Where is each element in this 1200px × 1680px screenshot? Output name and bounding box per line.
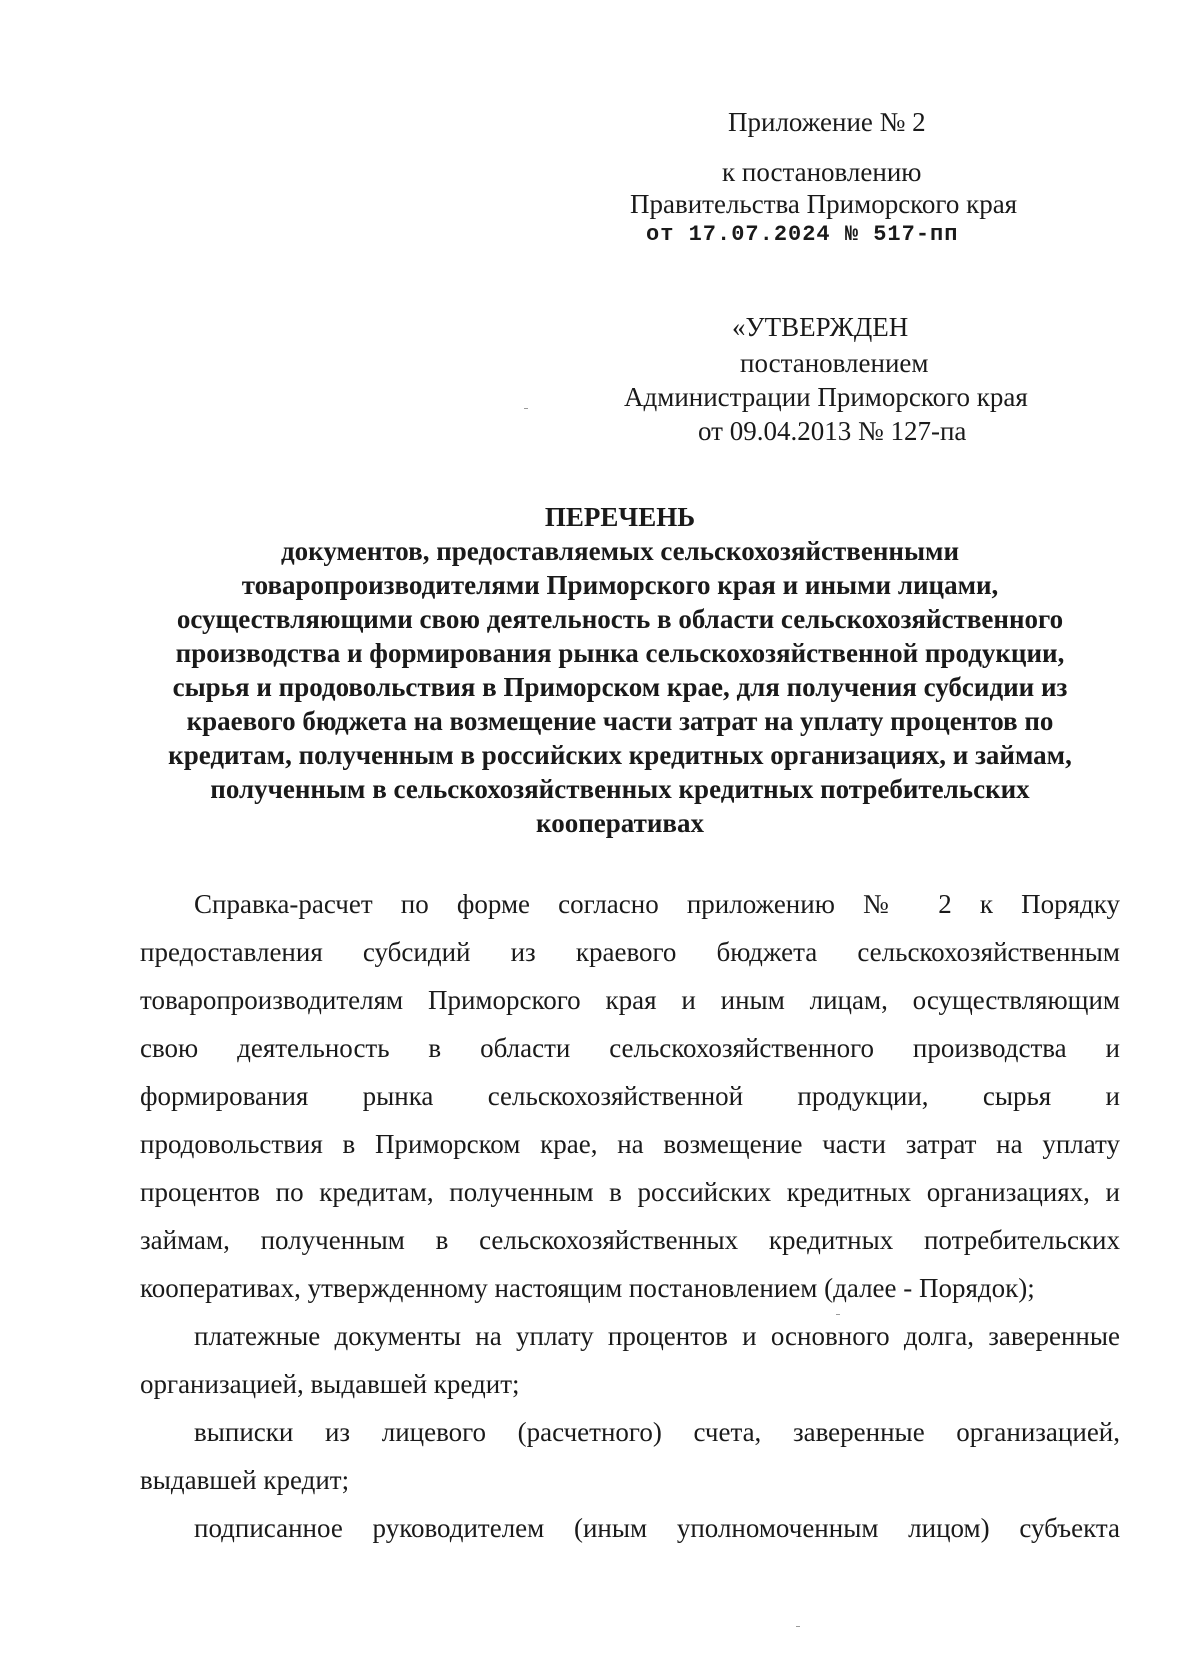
text-line: организацией, выдавшей кредит; [140,1369,520,1399]
scan-speck [796,1626,800,1627]
scan-speck [524,408,528,409]
text-line: процентов по кредитам, полученным в российских кредитных организациях, и [140,1177,1120,1207]
heading-line: товаропроизводителями Приморского края и иными лицами, [241,570,999,600]
text-line: товаропроизводителям Приморского края и иным лицам, осуществляющим [140,985,1120,1015]
paragraph-account-statements [140,1408,1120,1504]
resolution-number-stamp: от 17.07.2024 № 517-пп [646,222,959,247]
approved-header [600,300,1080,450]
paragraph-payment-documents [140,1312,1120,1408]
approved-administration: Администрации Приморского края [624,382,1028,412]
heading-line: осуществляющими свою деятельность в области сельскохозяйственного [176,604,1064,634]
heading-line: кредитам, полученным в российских кредитных организациях, и займам, [168,740,1072,770]
text-line: свою деятельность в области сельскохозяйственного производства и [140,1033,1120,1063]
heading-line: документов, предоставляемых сельскохозяйственными [280,536,960,566]
text-line: предоставления субсидий из краевого бюджета сельскохозяйственным [140,937,1120,967]
approved-date-number: от 09.04.2013 № 127-па [698,416,967,446]
heading-line: производства и формирования рынка сельскохозяйственной продукции, [175,638,1065,668]
heading-line: краевого бюджета на возмещение части затрат на уплату процентов по [186,706,1054,736]
text-line: продовольствия в Приморском крае, на возмещение части затрат на уплату [140,1129,1120,1159]
appendix-title: Приложение № 2 [728,107,926,137]
text-line: Справка-расчет по форме согласно приложению № 2 к Порядку [194,889,1120,919]
approved-title: «УТВЕРЖДЕН [732,312,909,342]
approved-by: постановлением [740,348,929,378]
heading-line: сырья и продовольствия в Приморском крае, для получения субсидии из [172,672,1068,702]
scan-speck [836,1314,840,1315]
text-line: кооперативах, утвержденному настоящим постановлением (далее - Порядок); [140,1273,1035,1303]
text-line: формирования рынка сельскохозяйственной продукции, сырья и [140,1081,1120,1111]
document-body [140,880,1120,1552]
heading-line: полученным в сельскохозяйственных кредитных потребительских [210,774,1030,804]
text-line: займам, полученным в сельскохозяйственных кредитных потребительских [140,1225,1120,1255]
appendix-government: Правительства Приморского края [630,189,1018,219]
paragraph-certificate [140,880,1120,1312]
heading-title: ПЕРЕЧЕНЬ [544,502,696,532]
document-heading [130,500,1110,840]
text-line: выписки из лицевого (расчетного) счета, заверенные организацией, [194,1417,1120,1447]
heading-line: кооперативах [536,808,704,838]
text-line: выдавшей кредит; [140,1465,350,1495]
text-line: подписанное руководителем (иным уполномоченным лицом) субъекта [194,1513,1120,1543]
appendix-to-resolution: к постановлению [722,157,922,187]
text-line: платежные документы на уплату процентов и основного долга, заверенные [194,1321,1120,1351]
paragraph-signed [140,1504,1120,1552]
